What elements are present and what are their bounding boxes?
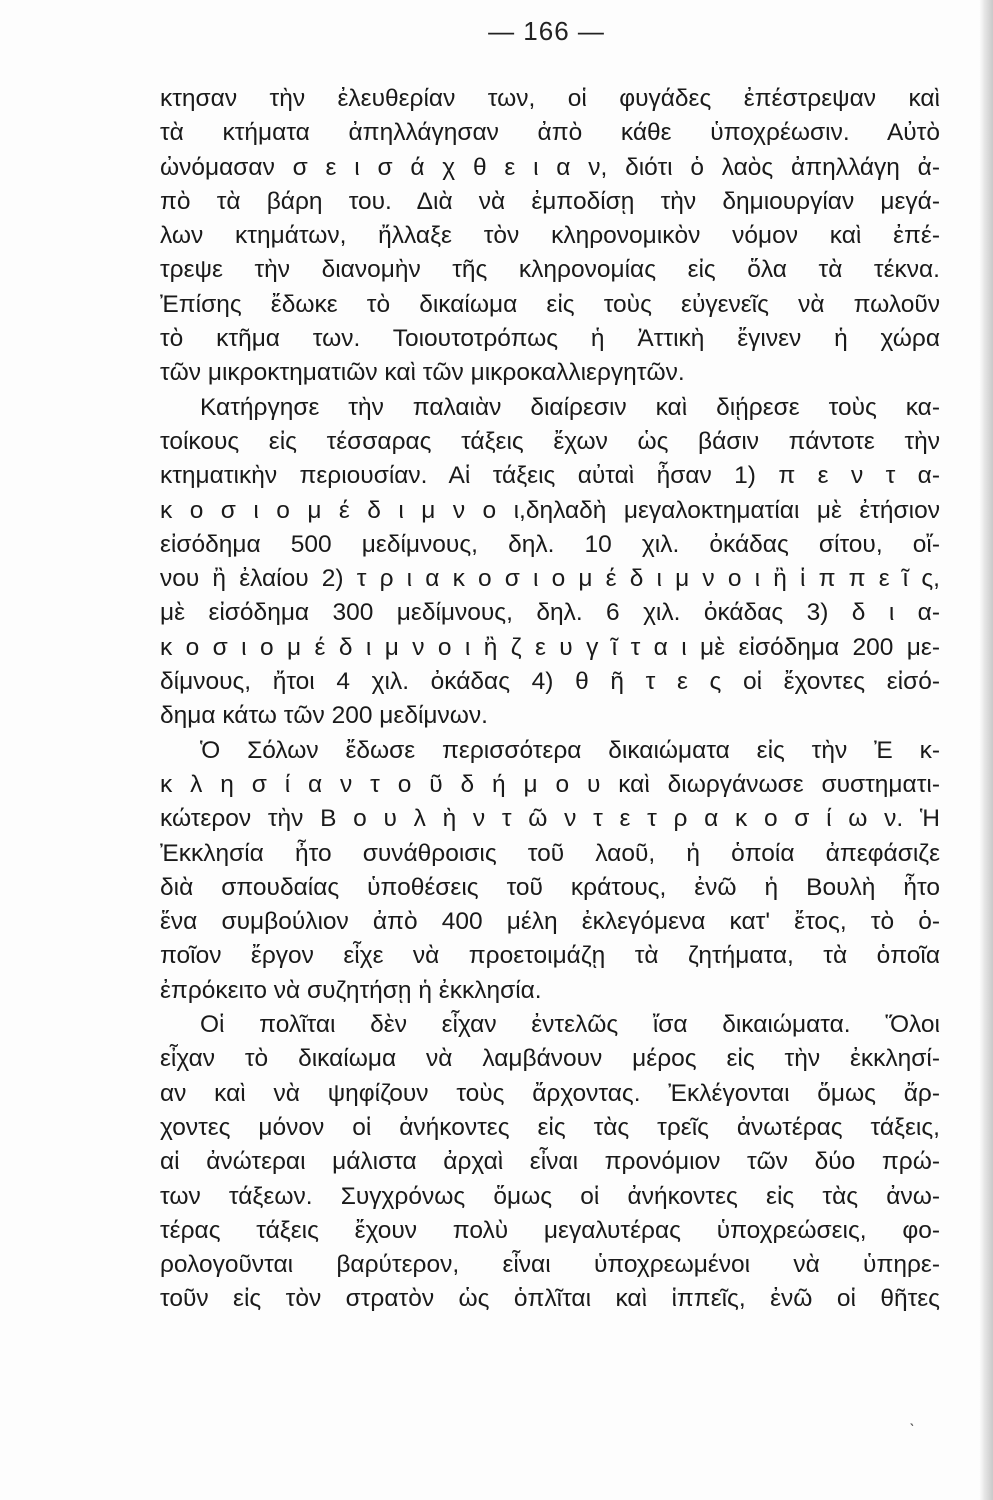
text-line: κώτερον τὴν Β ο υ λ ὴ ν τ ῶ ν τ ε τ ρ α κ ο σ ί ω ν. Ἡ xyxy=(160,805,940,833)
text-line: λων κτημάτων, ἤλλαξε τὸν κληρονομικὸν νόμον καὶ ἐπέ- xyxy=(160,222,940,250)
text-line: ρολογοῦνται βαρύτερον, εἶναι ὑποχρεωμένοι νὰ ὑπηρε- xyxy=(160,1251,940,1279)
text-line: ἕνα συμβούλιον ἀπὸ 400 μέλη ἐκλεγόμενα κατ' ἔτος, τὸ ὁ- xyxy=(160,908,940,936)
margin-mark: ˋ xyxy=(909,1421,915,1441)
text-line: τὰ κτήματα ἀπηλλάγησαν ἀπὸ κάθε ὑποχρέωσιν. Αὐτὸ xyxy=(160,119,940,147)
text-line: τοῦν εἰς τὸν στρατὸν ὡς ὁπλῖται καὶ ἱππεῖς, ἐνῶ οἱ θῆτες xyxy=(160,1285,940,1313)
text-line: κ ο σ ι ο μ έ δ ι μ ν ο ι ἢ ζ ε υ γ ῖ τ α ι μὲ εἰσόδημα 200 με- xyxy=(160,633,940,661)
text-line: δημα κάτω τῶν 200 μεδίμνων. xyxy=(160,702,488,730)
text-line: χοντες μόνον οἱ ἀνήκοντες εἰς τὰς τρεῖς ἀνωτέρας τάξεις, xyxy=(160,1113,940,1141)
text-line: τρεψε τὴν διανομὴν τῆς κληρονομίας εἰς ὅλα τὰ τέκνα. xyxy=(160,256,940,284)
text-line: ὠνόμασαν σ ε ι σ ά χ θ ε ι α ν, διότι ὁ λαὸς ἀπηλλάγη ἀ- xyxy=(160,153,940,181)
text-line: Ὁ Σόλων ἔδωσε περισσότερα δικαιώματα εἰς τὴν Ἐ κ- xyxy=(200,736,940,764)
text-line: εἶχαν τὸ δικαίωμα νὰ λαμβάνουν μέρος εἰς τὴν ἐκκλησί- xyxy=(160,1045,940,1073)
text-line: ποῖον ἔργον εἶχε νὰ προετοιμάζῃ τὰ ζητήματα, τὰ ὁποῖα xyxy=(160,942,940,970)
text-line: Οἱ πολῖται δὲν εἶχαν ἐντελῶς ἴσα δικαιώματα. Ὅλοι xyxy=(200,1011,940,1039)
body-text xyxy=(160,82,940,1317)
text-line: κτηματικὴν περιουσίαν. Αἱ τάξεις αὐταὶ ἦσαν 1) π ε ν τ α- xyxy=(160,462,940,490)
text-line: ἐπρόκειτο νὰ συζητήσῃ ἡ ἐκκλησία. xyxy=(160,976,542,1004)
text-line: τοίκους εἰς τέσσαρας τάξεις ἔχων ὡς βάσιν πάντοτε τὴν xyxy=(160,427,940,455)
text-line: Ἐπίσης ἔδωκε τὸ δικαίωμα εἰς τοὺς εὐγενεῖς νὰ πωλοῦν xyxy=(160,290,940,318)
text-line: Κατήργησε τὴν παλαιὰν διαίρεσιν καὶ διῄρεσε τοὺς κα- xyxy=(200,393,940,421)
text-line: τέρας τάξεις ἔχουν πολὺ μεγαλυτέρας ὑποχρεώσεις, φο- xyxy=(160,1216,940,1244)
text-line: εἰσόδημα 500 μεδίμνους, δηλ. 10 χιλ. ὀκάδας σίτου, οἴ- xyxy=(160,530,940,558)
page-edge-shadow xyxy=(979,0,993,1500)
text-line: Ἐκκλησία ἦτο συνάθροισις τοῦ λαοῦ, ἡ ὁποία ἀπεφάσιζε xyxy=(160,839,940,867)
text-line: τὸ κτῆμα των. Τοιουτοτρόπως ἡ Ἀττικὴ ἔγινεν ἡ χώρα xyxy=(160,325,940,353)
page-number: — 166 — xyxy=(488,16,605,46)
text-line: των τάξεων. Συγχρόνως ὅμως οἱ ἀνήκοντες εἰς τὰς ἀνω- xyxy=(160,1182,940,1210)
text-line: κτησαν τὴν ἐλευθερίαν των, οἱ φυγάδες ἐπέστρεψαν καὶ xyxy=(160,85,940,112)
text-line: δίμνους, ἤτοι 4 χιλ. ὀκάδας 4) θ ῆ τ ε ς οἱ ἔχοντες εἰσό- xyxy=(160,668,940,696)
text-line: πὸ τὰ βάρη του. Διὰ νὰ ἐμποδίσῃ τὴν δημιουργίαν μεγά- xyxy=(160,187,940,215)
text-line: αν καὶ νὰ ψηφίζουν τοὺς ἄρχοντας. Ἐκλέγονται ὅμως ἄρ- xyxy=(160,1079,940,1107)
text-line: διὰ σπουδαίας ὑποθέσεις τοῦ κράτους, ἐνῶ ἡ Βουλὴ ἦτο xyxy=(160,873,940,901)
text-line: κ λ η σ ί α ν τ ο ῦ δ ή μ ο υ καὶ διωργάνωσε συστηματι- xyxy=(160,770,940,798)
text-line: κ ο σ ι ο μ έ δ ι μ ν ο ι,δηλαδὴ μεγαλοκτηματίαι μὲ ἐτήσιον xyxy=(160,496,940,524)
text-line: τῶν μικροκτηματιῶν καὶ τῶν μικροκαλλιεργητῶν. xyxy=(160,359,685,387)
text-line: μὲ εἰσόδημα 300 μεδίμνους, δηλ. 6 χιλ. ὀκάδας 3) δ ι α- xyxy=(160,599,940,627)
text-line: αἱ ἀνώτεραι μάλιστα ἀρχαὶ εἶναι προνόμιον τῶν δύο πρώ- xyxy=(160,1148,940,1176)
text-line: νου ἢ ἐλαίου 2) τ ρ ι α κ ο σ ι ο μ έ δ ι μ ν ο ι ἢ ἱ π π ε ῖ ς, xyxy=(160,565,940,593)
